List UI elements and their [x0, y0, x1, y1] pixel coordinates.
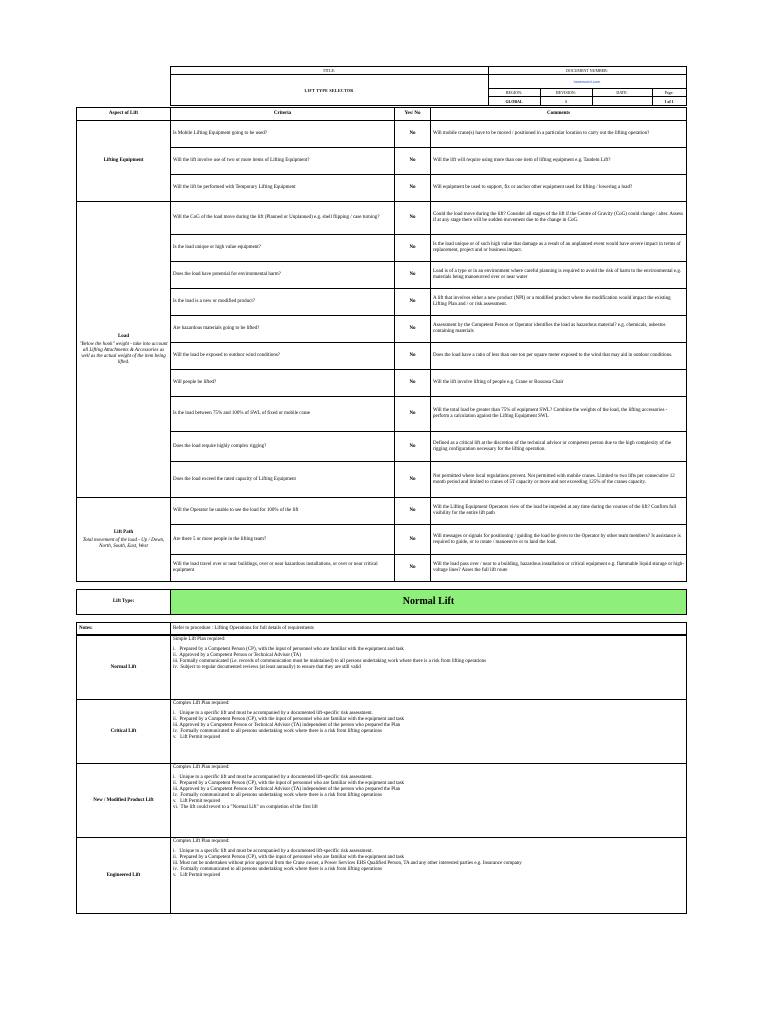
criteria-cell: Will the lift be performed with Temporary Lifting Equipment [171, 175, 395, 202]
criteria-cell: Is Mobile Lifting Equipment going to be used? [171, 121, 395, 148]
lift-type-requirements [171, 838, 687, 914]
lift-type-name: Critical Lift [77, 700, 171, 764]
comment-cell: Will the load pass over / near to a building, hazardous installation or critical equipment e.g. flammable liquid storage or high-voltage lines? Asses the full lift route [431, 555, 687, 582]
aspect-lift-path [77, 498, 171, 582]
notes-text: Refer to procedure : Lifting Operations for full details of requirements [171, 623, 687, 635]
comment-cell: Will the Lifting Equipment Operators view of the load be impeded at any time during the courses of the lift? Confirm full visibility for the entire lift path [431, 498, 687, 525]
table-row [77, 202, 687, 235]
requirements-heading: Complex Lift Plan required: [173, 839, 230, 844]
notes-label: Notes: [77, 623, 171, 635]
answer-cell[interactable]: No [395, 462, 431, 498]
criteria-cell: Does the load exceed the rated capacity of Lifting Equipment [171, 462, 395, 498]
lift-type-requirements [171, 700, 687, 764]
aspect-name: Lifting Equipment [103, 158, 144, 163]
lift-type-new-modified [77, 764, 687, 838]
criteria-cell: Is the load between 75% and 100% of SWL of fixed or mobile crane [171, 397, 395, 432]
title-label: TITLE: [170, 67, 488, 75]
criteria-cell: Will the lift involve use of two or more items of Lifting Equipment? [171, 148, 395, 175]
criteria-table [76, 107, 687, 635]
answer-cell[interactable]: No [395, 432, 431, 462]
date-value [592, 97, 652, 106]
yes-no-column-header: Yes/ No [395, 108, 431, 121]
aspect-name: Lift Path [113, 529, 134, 535]
lift-type-name: New / Modified Product Lift [77, 764, 171, 838]
comment-cell: Will the lift will require using more than one item of lifting equipment e.g. Tandem Lift? [431, 148, 687, 175]
date-label: DATE: [592, 89, 652, 97]
lift-type-name: Normal Lift [77, 636, 171, 700]
aspect-lifting-equipment [77, 121, 171, 202]
aspect-note: Total movement of the load - Up / Down, North, South, East, West [82, 537, 165, 549]
table-row [77, 498, 687, 525]
document-number-label: DOCUMENT NUMBER: [488, 67, 686, 75]
comment-cell: A lift that involves either a new product (NPI) or a modified product where the modification would impact the existing Lifting Plan and / or risk assessment. [431, 289, 687, 316]
list-item: v. Lift Permit required [173, 873, 221, 878]
comment-cell: Not permitted where local regulations prevent. Not permitted with mobile cranes. Limited to two lifts per consecutive 12 month period and limited to cranes of 5T capacity or more and not exceeding 125% of the cranes capacity. [431, 462, 687, 498]
answer-cell[interactable]: No [395, 235, 431, 262]
lift-type-critical [77, 700, 687, 764]
criteria-cell: Are hazardous materials going to be lifted? [171, 316, 395, 343]
lift-type-requirements [171, 636, 687, 700]
comment-cell: Defined as a critical lift at the discretion of the technical advisor or competent person due to the high complexity of the rigging configuration necessary for the lifting operation. [431, 432, 687, 462]
answer-cell[interactable]: No [395, 289, 431, 316]
lift-type-row [77, 590, 687, 615]
list-item: v. Lift Permit required [173, 735, 221, 740]
lift-type-result: Normal Lift [171, 590, 687, 615]
criteria-cell: Will the load travel over or near buildings, over or near hazardous installations, or over or near critical equipment [171, 555, 395, 582]
list-item: ii. Approved by a Competent Person or Technical Advisor (TA) [173, 653, 301, 658]
list-item: i. Unique to a specific lift and must be accompanied by a documented lift-specific risk assessment. [173, 711, 373, 716]
comments-column-header: Comments [431, 108, 687, 121]
list-item: vi. The lift could revert to a "Normal Lift" on completion of the first lift [173, 805, 318, 810]
notes-row [77, 623, 687, 635]
document-header [76, 66, 687, 106]
list-item: i. Prepared by a Competent Person (CP), with the input of personnel who are familiar with the equipment and task [173, 647, 404, 652]
criteria-cell: Will people be lifted? [171, 370, 395, 397]
list-item: iii. Approved by a Competent Person or Technical Advisor (TA) independent of the person who prepared the Plan [173, 723, 401, 728]
aspect-column-header: Aspect of Lift [77, 108, 171, 121]
comment-cell: Will the lift involve lifting of people e.g. Crane or Bosunsa Chair [431, 370, 687, 397]
list-item: i. Unique to a specific lift and must be accompanied by a documented lift-specific risk assessment. [173, 849, 373, 854]
list-item: iv. Formally communicated to all persons undertaking work where there is a risk from lifting operations [173, 729, 382, 734]
criteria-cell: Will the load be exposed to outdoor wind conditions? [171, 343, 395, 370]
region-label: REGION: [488, 89, 540, 97]
list-item: iv. Formally communicated to all persons undertaking work where there is a risk from lifting operations [173, 793, 382, 798]
list-item: iv. Subject to regular documented reviews (at least annually) to ensure that they are still valid [173, 665, 361, 670]
region-value: GLOBAL [488, 97, 540, 106]
requirements-heading: Simple Lift Plan required: [173, 637, 226, 642]
list-item: ii. Prepared by a Competent Person (CP), with the input of personnel who are familiar with the equipment and task [173, 781, 405, 786]
spacer-row [77, 582, 687, 590]
answer-cell[interactable]: No [395, 121, 431, 148]
answer-cell[interactable]: No [395, 202, 431, 235]
lift-types-table [76, 635, 687, 914]
answer-cell[interactable]: No [395, 397, 431, 432]
requirements-heading: Complex Lift Plan required: [173, 701, 230, 706]
criteria-cell: Is the load unique or high value equipment? [171, 235, 395, 262]
criteria-cell: Will the Operator be unable to see the load for 100% of the lift [171, 498, 395, 525]
spacer-row [77, 615, 687, 623]
list-item: i. Unique to a specific lift and must be accompanied by a documented lift-specific risk assessment. [173, 775, 373, 780]
comment-cell: Will the total load be greater than 75% of equipment SWL? Combine the weights of the load, the lifting accessories - perform a calculation against the Lifting Equipment SWL [431, 397, 687, 432]
table-row [77, 121, 687, 148]
aspect-name: Load [117, 333, 130, 339]
answer-cell[interactable]: No [395, 498, 431, 525]
list-item: iii. Approved by a Competent Person or Technical Advisor (TA) independent of the person who prepared the Plan [173, 787, 401, 792]
requirements-heading: Complex Lift Plan required: [173, 765, 230, 770]
lift-type-normal [77, 636, 687, 700]
website-link[interactable]: hsseworld.com [488, 75, 686, 89]
lift-type-requirements [171, 764, 687, 838]
criteria-cell: Are there 5 or more people in the lifting team? [171, 525, 395, 555]
list-item: v. Lift Permit required [173, 799, 221, 804]
list-item: ii. Prepared by a Competent Person (CP), with the input of personnel who are familiar with the equipment and task [173, 855, 405, 860]
criteria-column-header: Criteria [171, 108, 395, 121]
answer-cell[interactable]: No [395, 148, 431, 175]
answer-cell[interactable]: No [395, 262, 431, 289]
lift-type-engineered [77, 838, 687, 914]
answer-cell[interactable]: No [395, 343, 431, 370]
criteria-cell: Is the load is a new or modified product? [171, 289, 395, 316]
list-item: iii. Formally communicated (i.e. records of communication must be maintained) to all persons undertaking work where there is a risk from lifting operations [173, 659, 487, 664]
comment-cell: Load is of a type or in an environment where careful planning is required to avoid the risk of harm to the environmental e.g. materials being manoeuvred over or near water [431, 262, 687, 289]
comment-cell: Will equipment be used to support, fix or anchor other equipment used for lifting / lowering a load? [431, 175, 687, 202]
aspect-load [77, 202, 171, 498]
answer-cell[interactable]: No [395, 370, 431, 397]
lift-type-label: Lift Type: [77, 590, 171, 615]
comment-cell: Could the load move during the lift? Consider all stages of the lift if the Centre of Gravity (CoG) could change / alter. Assess if at any stage there will be sudden movement due to the change in CoG. [431, 202, 687, 235]
criteria-cell: Does the load have potential for environmental harm? [171, 262, 395, 289]
answer-cell[interactable]: No [395, 555, 431, 582]
list-item: iv. Formally communicated to all persons undertaking work where there is a risk from lifting operations [173, 867, 382, 872]
lift-type-selector-form [76, 66, 686, 914]
lift-type-name: Engineered Lift [77, 838, 171, 914]
revision-label: REVISION: [540, 89, 592, 97]
criteria-cell: Does the load require highly complex rigging? [171, 432, 395, 462]
list-item: iii. Must not be undertaken without prior approval from the Crane owner, a Power Services EHS Qualified Person, TA and any other interested parties e.g. Insurance company [173, 861, 522, 866]
list-item: ii. Prepared by a Competent Person (CP), with the input of personnel who are familiar with the equipment and task [173, 717, 405, 722]
answer-cell[interactable]: No [395, 316, 431, 343]
criteria-cell: Will the CoG of the load move during the lift (Planned or Unplanned) e.g. shell flipping / case turning? [171, 202, 395, 235]
comment-cell: Does the load have a ratio of less than one ton per square meter exposed to the wind that may aid in outdoor conditions. [431, 343, 687, 370]
answer-cell[interactable]: No [395, 525, 431, 555]
answer-cell[interactable]: No [395, 175, 431, 202]
column-header-row [77, 108, 687, 121]
page-value: 1 of 1 [652, 97, 686, 106]
aspect-note: "Below the hook" weight - take into account all Lifting Attachments & Accessories as well as the actual weight of the item being lifted. [79, 341, 168, 365]
page-label: Page: [652, 89, 686, 97]
revision-value: 1 [540, 97, 592, 106]
comment-cell: Is the load unique or of such high value that damage as a result of an unplanned event would have severe impact in terms of replacement, project and or business impact. [431, 235, 687, 262]
comment-cell: Will mobile crane(s) have to be moved / positioned in a particular location to carry out the lifting operation? [431, 121, 687, 148]
comment-cell: Will messages or signals for positioning / guiding the load be given to the Operator by other team members? Is assistance is required to guide, or to rotate / manoeuvre or to land the load. [431, 525, 687, 555]
page-title: LIFT TYPE SELECTOR [170, 75, 488, 106]
comment-cell: Assessment by the Competent Person or Operator identifies the load as hazardous material? e.g. chemicals, asbestos containing materials [431, 316, 687, 343]
